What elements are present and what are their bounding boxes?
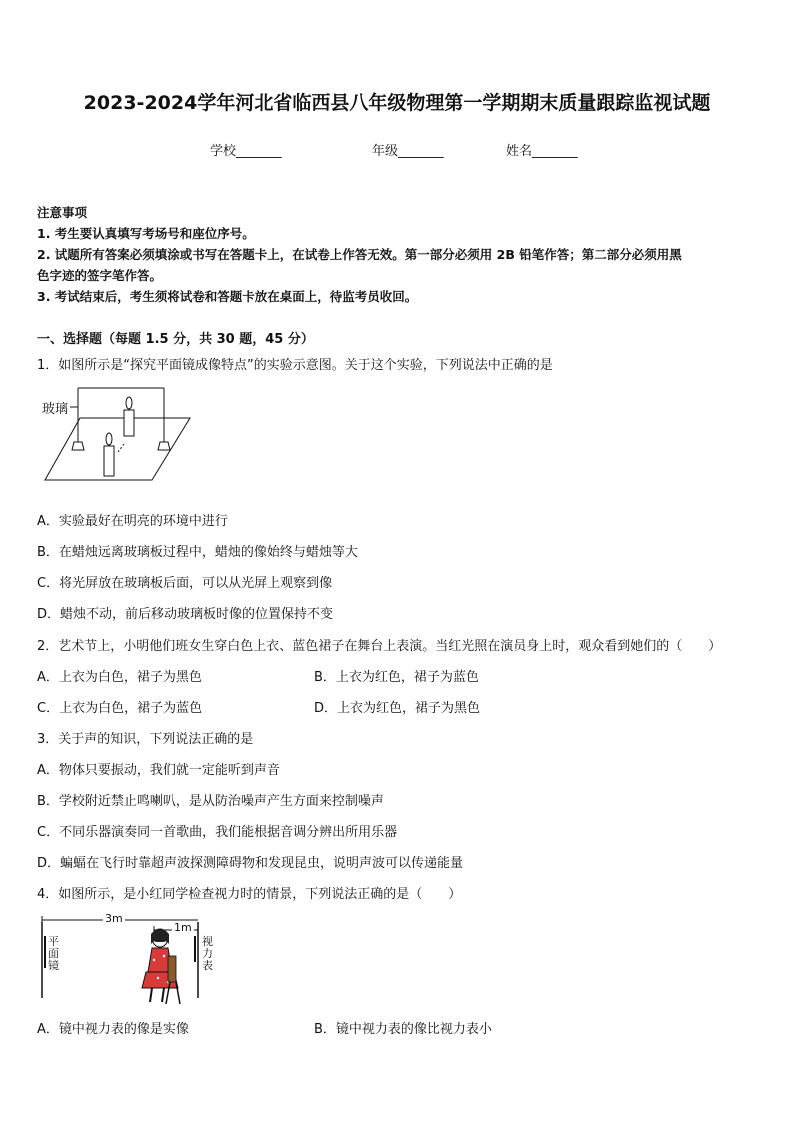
notice-item-2: 2. 试题所有答案必须填涂或书写在答题卡上，在试卷上作答无效。第一部分必须用 2B 铅笔作答；第二部分必须用黑	[37, 247, 682, 262]
notice-item-3: 3. 考试结束后，考生须将试卷和答题卡放在桌面上，待监考员收回。	[37, 289, 418, 304]
question-4-option-a: A．镜中视力表的像是实像	[37, 1022, 189, 1037]
glass-label: 玻璃	[42, 402, 69, 417]
question-1-option-a: A．实验最好在明亮的环境中进行	[37, 514, 228, 529]
question-4-stem: 4．如图所示，是小红同学检查视力时的情景，下列说法正确的是（ ）	[37, 887, 462, 902]
question-2-option-d: D．上衣为红色，裙子为黑色	[314, 701, 481, 716]
notice-heading: 注意事项	[37, 205, 88, 220]
eye-chart-label: 视力表	[202, 935, 213, 972]
distance-3m-label: 3m	[105, 912, 123, 925]
question-2-option-c: C．上衣为白色，裙子为蓝色	[37, 701, 203, 716]
school-field: 学校_______	[210, 144, 282, 159]
notice-item-2-cont: 色字迹的签字笔作答。	[37, 268, 163, 283]
question-3-option-a: A．物体只要振动，我们就一定能听到声音	[37, 763, 280, 778]
name-field: 姓名_______	[506, 144, 578, 159]
question-3-option-b: B．学校附近禁止鸣喇叭，是从防治噪声产生方面来控制噪声	[37, 794, 384, 809]
question-1-option-c: C．将光屏放在玻璃板后面，可以从光屏上观察到像	[37, 576, 333, 591]
question-4-option-b: B．镜中视力表的像比视力表小	[314, 1022, 492, 1037]
question-2-option-a: A．上衣为白色，裙子为黑色	[37, 670, 202, 685]
mirror-experiment-figure	[40, 380, 200, 490]
question-3-stem: 3．关于声的知识，下列说法正确的是	[37, 732, 254, 747]
question-1-option-b: B．在蜡烛远离玻璃板过程中，蜡烛的像始终与蜡烛等大	[37, 545, 358, 560]
section-heading: 一、选择题（每题 1.5 分，共 30 题，45 分）	[37, 332, 314, 347]
question-2-option-b: B．上衣为红色，裙子为蓝色	[314, 670, 479, 685]
question-3-option-c: C．不同乐器演奏同一首歌曲，我们能根据音调分辨出所用乐器	[37, 825, 398, 840]
distance-1m-label: 1m	[174, 921, 192, 934]
question-1-stem: 1．如图所示是“探究平面镜成像特点”的实验示意图。关于这个实验，下列说法中正确的是	[37, 358, 553, 373]
page-title: 2023-2024学年河北省临西县八年级物理第一学期期末质量跟踪监视试题	[83, 92, 711, 114]
notice-item-1: 1. 考生要认真填写考场号和座位序号。	[37, 226, 255, 241]
question-2-stem: 2．艺术节上，小明他们班女生穿白色上衣、蓝色裙子在舞台上表演。当红光照在演员身上时，观众看到她们的（ ）	[37, 639, 722, 654]
question-3-option-d: D．蝙蝠在飞行时靠超声波探测障碍物和发现昆虫，说明声波可以传递能量	[37, 856, 464, 871]
mirror-label: 平面镜	[48, 935, 59, 972]
grade-field: 年级_______	[372, 144, 444, 159]
question-1-option-d: D．蜡烛不动，前后移动玻璃板时像的位置保持不变	[37, 607, 334, 622]
